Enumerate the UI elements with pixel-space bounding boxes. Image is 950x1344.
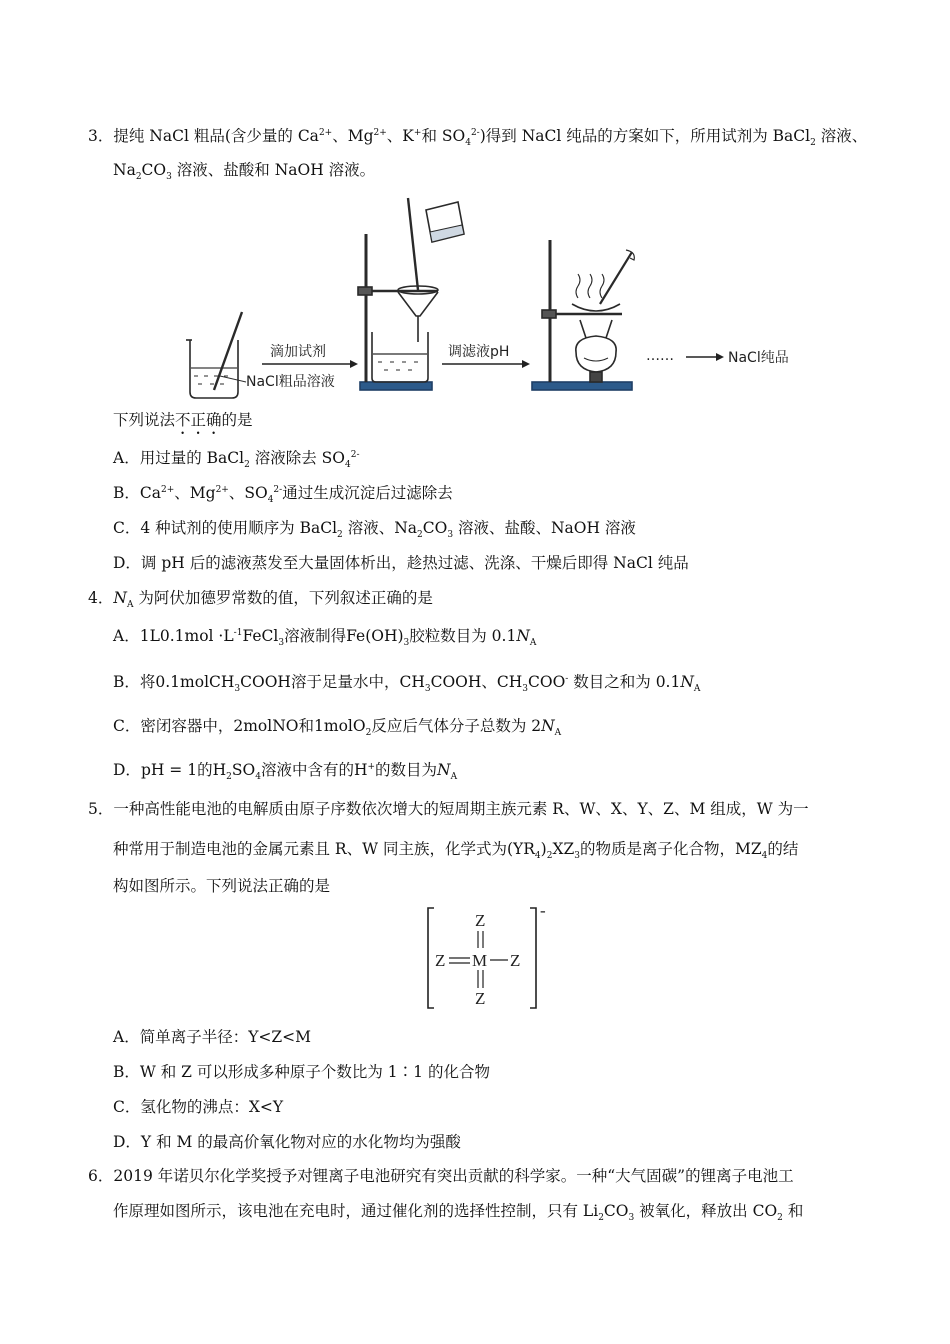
q3-option-d[interactable]: D．调 pH 后的滤液蒸发至大量固体析出，趁热过滤、洗涤、干燥后即得 NaCl 纯品 [113, 554, 689, 572]
atom-z-left: Z [435, 951, 446, 970]
atom-z-bottom: Z [475, 989, 486, 1008]
q3-apparatus-diagram [180, 192, 810, 412]
q5-option-a[interactable]: A．简单离子半径：Y<Z<M [113, 1028, 312, 1046]
q3-line-1: 3．提纯 NaCl 粗品(含少量的 $Ca^{2+}$、$Mg^{2+}$、K+和 $SO_4^{2-}$)得到 NaCl 纯品的方案如下，所用试剂为 BaCl$_2$ 溶液、 [88, 127, 868, 149]
atom-z-right: Z [510, 951, 521, 970]
q6-stem-line-2: 作原理如图所示，该电池在充电时，通过催化剂的选择性控制，只有 $Li_2CO_3$ 被氧化，释放出 $CO_2$ 和 [113, 1202, 804, 1224]
q5-structure-diagram [420, 904, 560, 1014]
beaker-icon [186, 312, 246, 398]
q5-option-b[interactable]: B．W 和 Z 可以形成多种原子个数比为 1∶1 的化合物 [113, 1063, 490, 1081]
q4-option-a[interactable]: A．$1L0.1mol \cdot L^{-1}FeCl_3$溶液制得$Fe(OH)_3$胶粒数目为 $0.1N_A$ [113, 627, 537, 649]
q3-number: 3． [88, 127, 114, 145]
filtration-stand-icon [358, 198, 464, 390]
arrow-right-icon [262, 360, 358, 368]
diagram-label-2: NaCl粗品溶液 [246, 374, 335, 390]
q5-option-c[interactable]: C．氢化物的沸点：X<Y [113, 1098, 284, 1116]
charge-label: - [540, 904, 546, 920]
evaporation-stand-icon [532, 240, 634, 390]
q5-option-d[interactable]: D．Y 和 M 的最高价氧化物对应的水化物均为强酸 [113, 1133, 461, 1151]
arrow-right-icon [442, 360, 530, 368]
q6-stem-line-1: 6．2019 年诺贝尔化学奖授予对锂离子电池研究有突出贡献的科学家。一种“大气固碳”的锂离子电池工 [88, 1167, 794, 1185]
q5-number: 5． [88, 800, 114, 818]
diagram-label-3: 调滤液pH [448, 344, 510, 360]
emphasis-text: 不正确 [175, 411, 222, 429]
q3-stem: 下列说法不正确的是 [113, 411, 253, 429]
q5-stem-line-1: 5．一种高性能电池的电解质由原子序数依次增大的短周期主族元素 R、W、X、Y、Z、M 组成，W 为一 [88, 800, 809, 818]
q4-option-b[interactable]: B．将0.1molCH$_3$COOH溶于足量水中，$CH_3COOH$、$CH_3COO^-$ 数目之和为 $0.1N_A$ [113, 673, 701, 695]
atom-m-center: M [472, 951, 488, 970]
diagram-label-5: NaCl纯品 [728, 350, 789, 366]
q4-number: 4． [88, 589, 114, 607]
q4-option-c[interactable]: C．密闭容器中，2molNO和1molO$_2$反应后气体分子总数为 $2N_A$ [113, 717, 562, 739]
q5-stem-line-2: 种常用于制造电池的金属元素且 R、W 同主族，化学式为$(YR_4)_2XZ_3$的物质是离子化合物，$MZ_4$的结 [113, 840, 799, 862]
diagram-label-4: …… [646, 348, 674, 364]
q5-stem-line-3: 构如图所示。下列说法正确的是 [113, 877, 331, 895]
atom-z-top: Z [475, 911, 486, 930]
q3-option-b[interactable]: B．$Ca^{2+}$、$Mg^{2+}$、$SO_4^{2-}$通过生成沉淀后过滤除去 [113, 484, 453, 506]
arrow-right-icon [686, 353, 724, 361]
q3-option-a[interactable]: A．用过量的 BaCl$_2$ 溶液除去 $SO_4^{2-}$ [113, 449, 360, 471]
q4-option-d[interactable]: D．pH = 1的$H_2SO_4$溶液中含有的H+的数目为$N_A$ [113, 761, 458, 783]
q4-stem: 4．$N_A$ 为阿伏加德罗常数的值，下列叙述正确的是 [88, 589, 433, 611]
q6-number: 6． [88, 1167, 114, 1185]
diagram-label-1: 滴加试剂 [270, 344, 326, 360]
q3-option-c[interactable]: C．4 种试剂的使用顺序为 BaCl$_2$ 溶液、$Na_2CO_3$ 溶液、盐酸、NaOH 溶液 [113, 519, 636, 541]
q3-line-2: $Na_2CO_3$ 溶液、盐酸和 NaOH 溶液。 [113, 161, 376, 183]
